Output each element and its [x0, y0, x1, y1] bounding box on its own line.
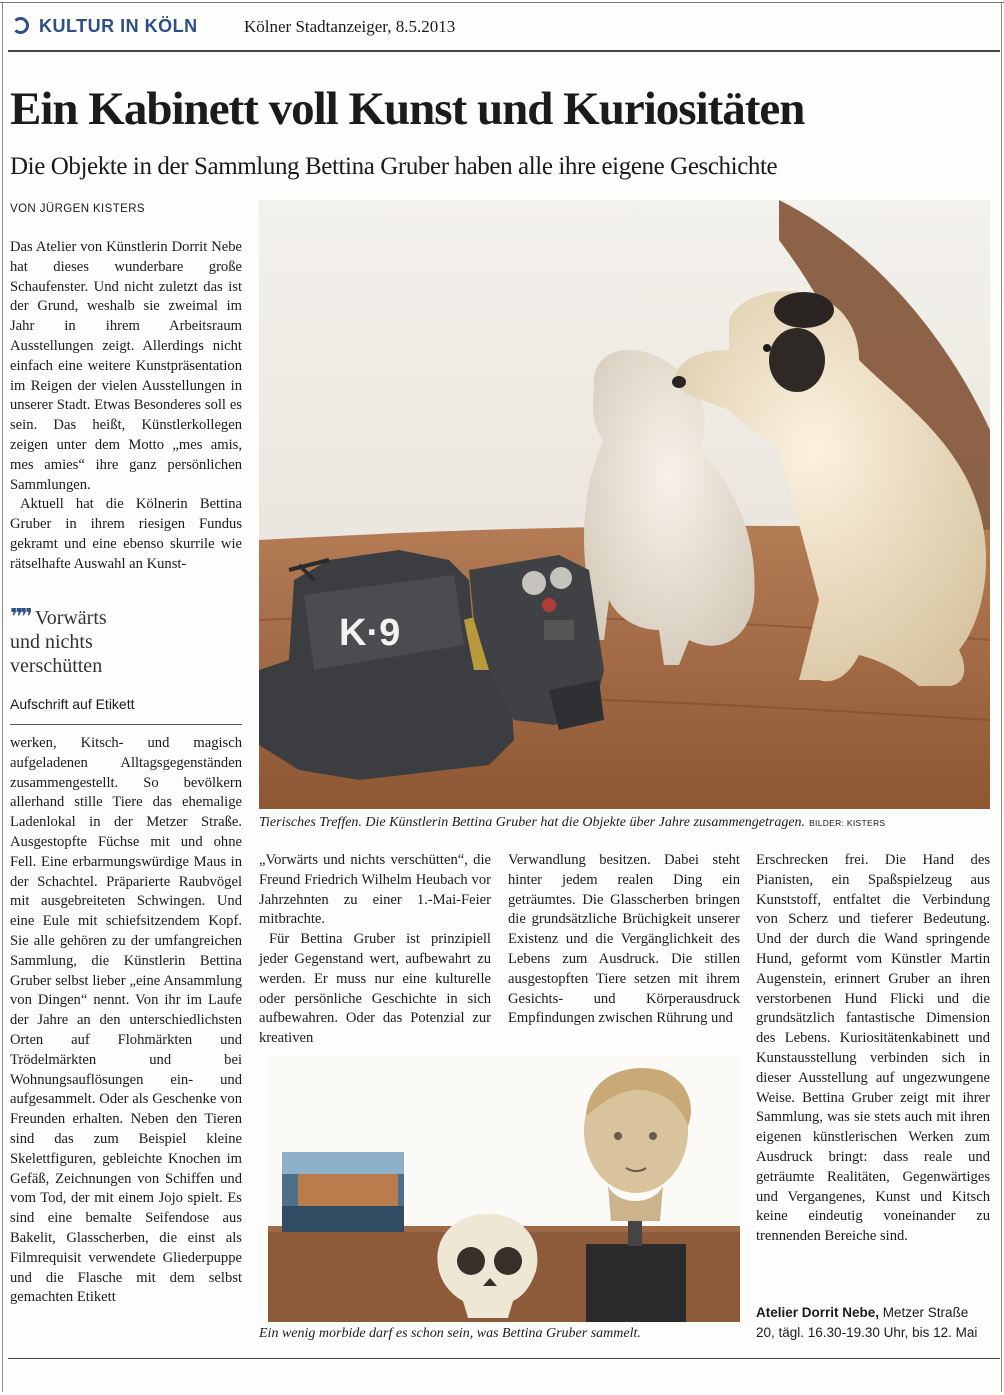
skull-and-bust-illustration: [268, 1056, 740, 1322]
quote-line-3: verschütten: [10, 655, 103, 677]
paragraph: „Vorwärts und nichts verschütten“, die Freund Friedrich Wilhelm Heubach vor Jahrzehnten zu einer 1.-Mai-Feier mitbrachte.: [259, 852, 491, 928]
photo-credit: BILDER: KISTERS: [809, 818, 886, 828]
top-rule: [8, 50, 1000, 52]
byline: VON JÜRGEN KISTERS: [10, 203, 145, 215]
paragraph: Verwandlung besitzen. Dabei steht hinter jedem realen Ding ein geträumtes. Die Glasscherben bringen die grundsätzliche Brüchigkeit unserer Existenz und die Vergänglichkeit des Lebens zum Ausdruck. Die stillen ausgestopften Tiere setzen mit ihrem Gesichts- und Körperausdruck Empfindungen zwischen Rührung und: [508, 852, 740, 1027]
frame-left: [2, 2, 3, 1392]
paragraph: Das Atelier von Künstlerin Dorrit Nebe hat dieses wunderbare große Schaufenster. Und nicht zuletzt das ist der Grund, weshalb sie zweimal im Jahr in ihrem Arbeitsraum Ausstellungen zeigt. Allerdings nicht einfach eine weitere Kunstpräsentation im Reigen der vielen Ausstellungen in unserer Stadt. Etwas Besonderes soll es sein. Das heißt, Künstlerkollegen zeigen unter dem Motto „mes amis, mes amies“ ihre ganz persönlichen Sammlungen.: [10, 239, 242, 493]
caption-text: Tierisches Treffen. Die Künstlerin Bettina Gruber hat die Objekte über Jahre zusammengetragen.: [259, 815, 806, 830]
paragraph: Für Bettina Gruber ist prinzipiell jeder Gegenstand wert, aufbewahrt zu werden. Er muss nur eine kulturelle oder persönliche Geschichte in sich aufbewahren. Oder das Potenzial zur kreativen: [259, 931, 491, 1047]
bottom-rule: [8, 1358, 1000, 1359]
venue-details: Metzer Straße 20, tägl. 16.30-19.30 Uhr, bis 12. Mai: [756, 1305, 978, 1340]
quote-source: Aufschrift auf Etikett: [10, 696, 135, 712]
main-photo-caption: [259, 815, 885, 831]
paragraph: Erschrecken frei. Die Hand des Pianisten, ein Spaßspielzeug aus Kunststoff, entfaltet die Verbindung von Scherz und tieferer Bedeutung. Und der durch die Wand springende Hund, geformt vom Künstler Martin Augenstein, erinnert Gruber an ihren verstorbenen Hund Flicki und die grundsätzlich fantastische Dimension des Lebens. Kuriositätenkabinett und Kunstausstellung verbinden sich in dieser Ausstellung auf ungezwungene Weise. Bettina Gruber zeigt mit ihrer Sammlung, was sie stets auch mit ihren eigenen künstlerischen Werken zum Ausdruck bringt: dass reale und geträumte Realitäten, Gegenwärtiges und Vergangenes, Kunst und Kitsch keine eindeutig voneinander zu trennenden Bereiche sind.: [756, 852, 990, 1245]
article-column-3: [508, 851, 740, 1029]
kicker-text: KULTUR IN KÖLN: [39, 16, 198, 36]
article-column-1-top: [10, 238, 242, 575]
frame-top: [0, 2, 1004, 3]
venue-name: Atelier Dorrit Nebe,: [756, 1305, 880, 1320]
article-column-4: [756, 851, 990, 1247]
circular-arrow-icon: [12, 17, 29, 34]
headline: Ein Kabinett voll Kunst und Kuriositäten: [10, 83, 805, 135]
newspaper-source: Kölner Stadtanzeiger, 8.5.2013: [244, 17, 456, 36]
second-photo: [268, 1056, 740, 1322]
second-photo-caption: Ein wenig morbide darf es schon sein, was Bettina Gruber sammelt.: [259, 1326, 641, 1341]
quote-line-1: Vorwärts: [34, 607, 107, 629]
quote-line-2: und nichts: [10, 631, 93, 653]
exhibition-info: [756, 1303, 990, 1343]
article-column-1-bottom: [10, 734, 242, 1308]
quote-rule: [10, 724, 242, 725]
paragraph: Aktuell hat die Kölnerin Bettina Gruber in ihrem riesigen Fundus gekramt und eine ebenso skurrile wie rätselhafte Auswahl an Kunst-: [10, 496, 242, 572]
dogs-and-robot-illustration: [259, 200, 990, 809]
quote-mark-icon: ❞❞: [10, 604, 30, 629]
subheadline: Die Objekte in der Sammlung Bettina Gruber haben alle ihre eigene Geschichte: [10, 153, 778, 180]
pull-quote: [10, 605, 107, 678]
frame-right: [1001, 2, 1002, 1392]
main-photo: [259, 200, 990, 809]
paragraph: werken, Kitsch- und magisch aufgeladenen Alltagsgegenständen zusammengestellt. So bevölkern allerhand stille Tiere das ehemalige Ladenlokal in der Metzer Straße. Ausgestopfte Füchse mit und ohne Fell. Eine erbarmungswürdige Maus in der Schachtel. Präparierte Raubvögel mit ausgebreiteten Schwingen. Und eine Eule mit schiefsitzendem Kopf. Sie alle gehören zu der umfangreichen Sammlung, die Künstlerin Bettina Gruber selbst lieber „eine Ansammlung von Dingen“ nennt. Von ihr im Laufe der Jahre an den unterschiedlichsten Orten auf Flohmärkten und Trödelmärkten und bei Wohnungsauflösungen ein- und aufgesammelt. Oder als Geschenke von Freunden erhalten. Neben den Tieren sind das zum Beispiel kleine Skelettfiguren, gebleichte Knochen im Gefäß, Zeichnungen von Schiffen und vom Tod, der mit einem Jojo spielt. Es sind eine bemalte Seifendose aus Bakelit, Glasscherben, die einst als Filmrequisit verwendete Gliederpuppe und die Flasche mit dem selbst gemachten Etikett: [10, 735, 242, 1306]
section-kicker: [12, 16, 198, 37]
robot-label-text: K·9: [339, 612, 401, 654]
article-column-2: [259, 851, 491, 1049]
